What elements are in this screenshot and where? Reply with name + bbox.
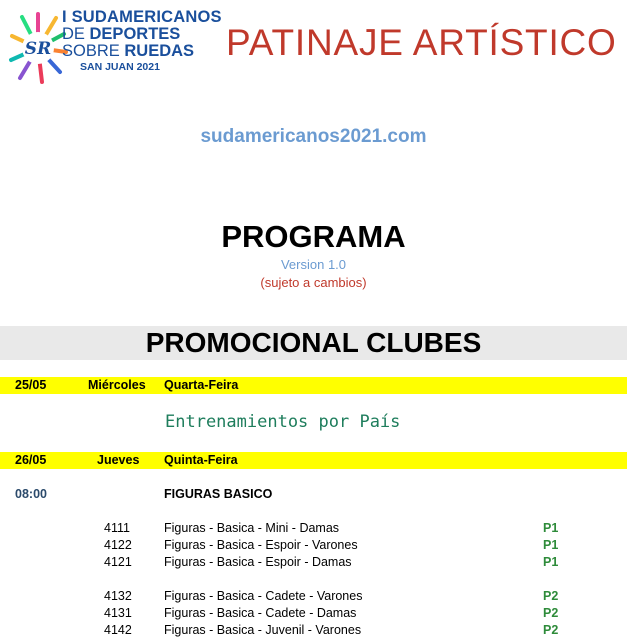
day-row: [0, 452, 627, 469]
subject-to-change-note: (sujeto a cambios): [260, 275, 367, 290]
event-code: 4122: [104, 538, 132, 552]
session-title: FIGURAS BASICO: [164, 487, 273, 501]
event-code: 4131: [104, 606, 132, 620]
version-label: Version 1.0: [280, 257, 347, 272]
event-name: Figuras - Basica - Espoir - Varones: [164, 538, 358, 552]
event-code: 4142: [104, 623, 132, 637]
day-weekday-pt: Quarta-Feira: [164, 378, 239, 392]
event-name: Figuras - Basica - Espoir - Damas: [164, 555, 352, 569]
event-logo: [0, 0, 222, 90]
day-weekday-es: Miércoles: [88, 378, 146, 392]
event-name: Figuras - Basica - Mini - Damas: [164, 521, 340, 535]
event-panel: P2: [543, 623, 559, 637]
training-note: Entrenamientos por País: [165, 412, 401, 432]
event-panel: P2: [543, 589, 559, 603]
event-panel: P1: [543, 555, 559, 569]
page-title: PATINAJE ARTÍSTICO: [226, 22, 617, 63]
event-panel: P1: [543, 538, 559, 552]
event-code: 4121: [104, 555, 132, 569]
day-weekday-es: Jueves: [97, 453, 140, 467]
logo-line-1: I SUDAMERICANOS: [62, 8, 222, 26]
event-code: 4111: [104, 521, 130, 535]
website-link[interactable]: sudamericanos2021.com: [200, 126, 427, 147]
svg-text:SR: SR: [24, 39, 52, 59]
logo-line-3: SOBRE RUEDAS: [62, 42, 195, 60]
day-date: 25/05: [15, 378, 47, 392]
day-weekday-pt: Quinta-Feira: [164, 453, 238, 467]
program-title: PROGRAMA: [221, 219, 406, 254]
event-name: Figuras - Basica - Cadete - Damas: [164, 606, 357, 620]
logo-line-2: DE DEPORTES: [62, 25, 181, 43]
event-panel: P1: [543, 521, 559, 535]
logo-emblem-icon: [8, 8, 68, 86]
event-panel: P2: [543, 606, 559, 620]
section-title: PROMOCIONAL CLUBES: [145, 327, 482, 358]
event-code: 4132: [104, 589, 132, 603]
day-date: 26/05: [15, 453, 47, 467]
event-name: Figuras - Basica - Juvenil - Varones: [164, 623, 362, 637]
session-time: 08:00: [15, 487, 47, 501]
event-name: Figuras - Basica - Cadete - Varones: [164, 589, 363, 603]
logo-line-4: SAN JUAN 2021: [80, 61, 160, 73]
